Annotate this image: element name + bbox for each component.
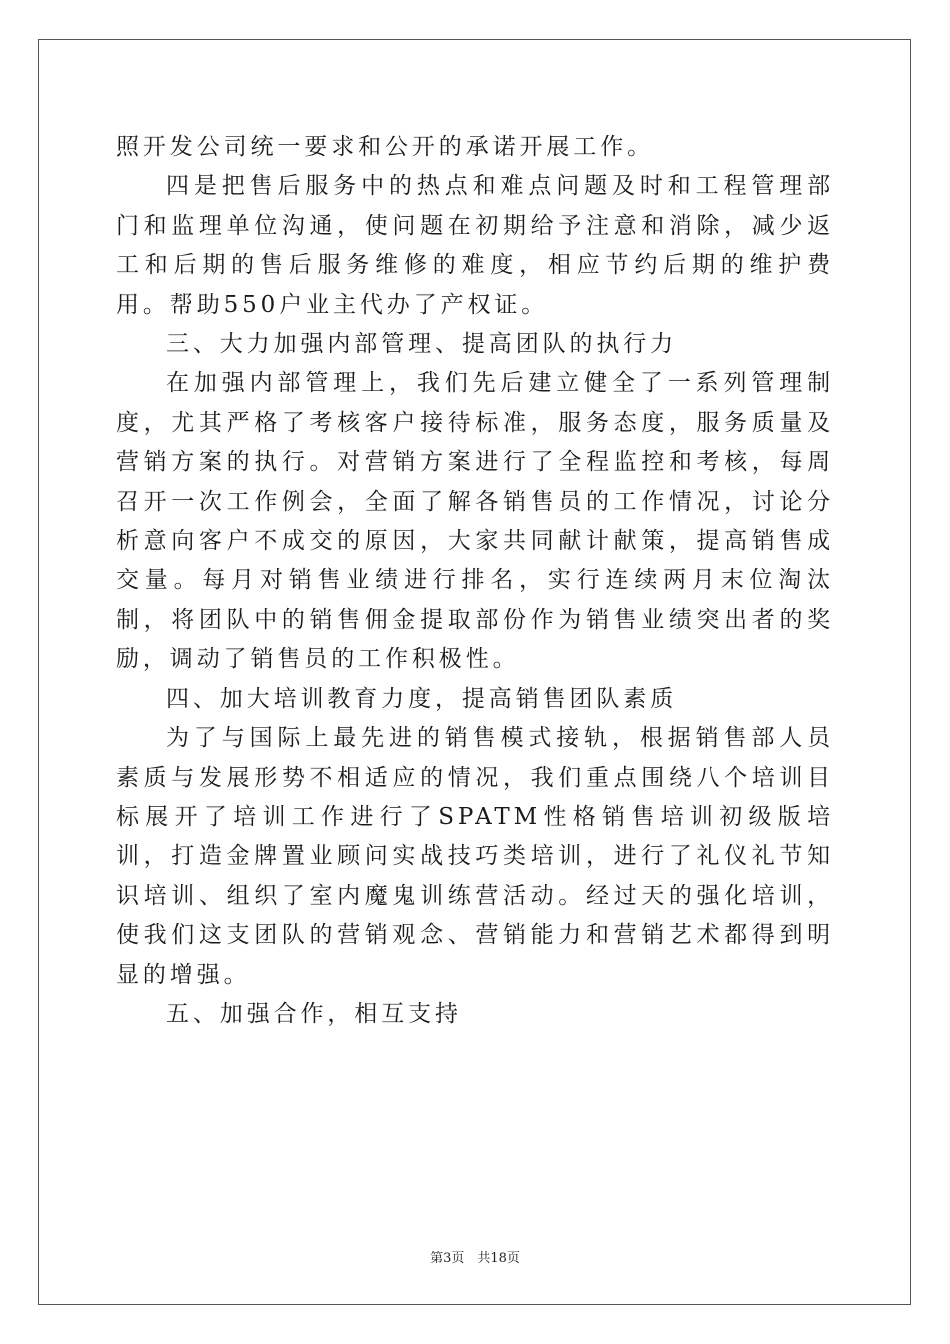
document-body (116, 128, 834, 1034)
paragraph-continuation: 照开发公司统一要求和公开的承诺开展工作。 (116, 134, 654, 160)
section-heading-training: 四、加大培训教育力度，提高销售团队素质 (166, 685, 678, 712)
section-heading-internal-management: 三、大力加强内部管理、提高团队的执行力 (166, 331, 678, 358)
paragraph-after-sales: 四是把售后服务中的热点和难点问题及时和工程管理部门和监理单位沟通，使问题在初期给予注意和消除，减少返工和后期的售后服务维修的难度，相应节约后期的维护费用。帮助550户业主代办了产权证。 (116, 173, 834, 318)
section-heading-cooperation: 五、加强合作，相互支持 (166, 1000, 462, 1027)
paragraph-training: 为了与国际上最先进的销售模式接轨，根据销售部人员素质与发展形势不相适应的情况，我们重点围绕八个培训目标展开了培训工作进行了SPATM性格销售培训初级版培训，打造金牌置业顾问实战技巧类培训，进行了礼仪礼节知识培训、组织了室内魔鬼训练营活动。经过天的强化培训，使我们这支团队的营销观念、营销能力和营销艺术都得到明显的增强。 (116, 725, 834, 988)
paragraph-internal-management: 在加强内部管理上，我们先后建立健全了一系列管理制度，尤其严格了考核客户接待标准，服务态度，服务质量及营销方案的执行。对营销方案进行了全程监控和考核，每周召开一次工作例会，全面了解各销售员的工作情况，讨论分析意向客户不成交的原因，大家共同献计献策，提高销售成交量。每月对销售业绩进行排名，实行连续两月末位淘汰制，将团队中的销售佣金提取部份作为销售业绩突出者的奖励，调动了销售员的工作积极性。 (116, 370, 834, 673)
page-number: 第3页 共18页 (430, 1251, 520, 1266)
